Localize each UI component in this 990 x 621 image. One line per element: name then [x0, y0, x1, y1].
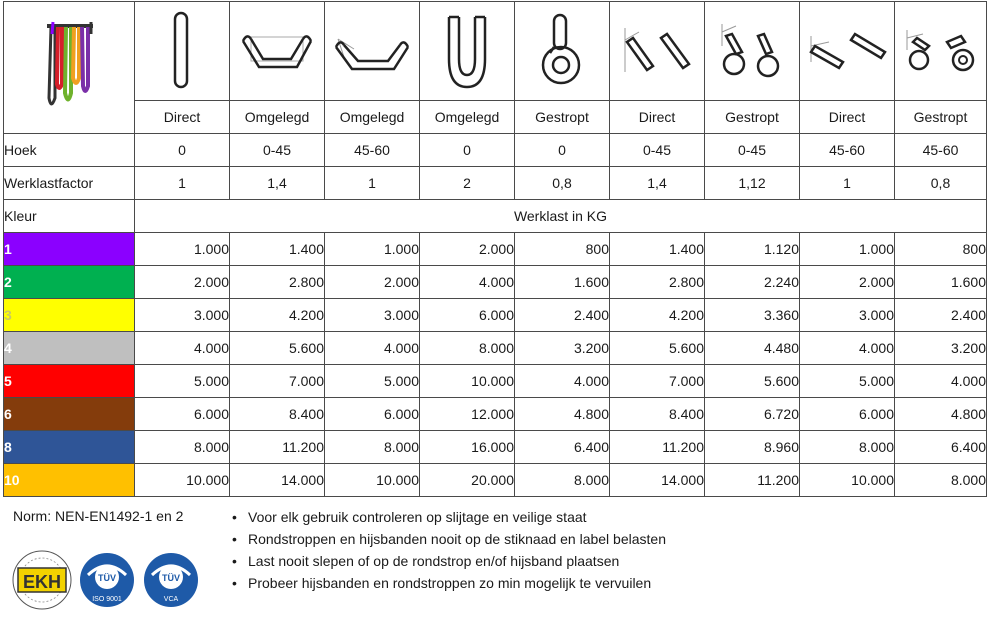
load-value-cell: 4.000 — [515, 365, 610, 398]
note-item: • Rondstroppen en hijsbanden nooit op de stiknaad en label belasten — [232, 529, 666, 551]
load-rows — [4, 233, 987, 497]
factor-cell: 1 — [325, 167, 420, 200]
load-value-cell: 14.000 — [610, 464, 705, 497]
usage-notes — [232, 507, 666, 595]
tuv-logo-text: TÜV — [98, 573, 116, 583]
load-value-cell: 8.400 — [230, 398, 325, 431]
angle-cell: 45-60 — [895, 134, 987, 167]
load-value-cell: 10.000 — [420, 365, 515, 398]
icon-cell-5 — [515, 2, 610, 101]
load-value-cell: 7.000 — [230, 365, 325, 398]
load-value-cell: 11.200 — [610, 431, 705, 464]
angle-cell: 45-60 — [325, 134, 420, 167]
icon-cell-1 — [135, 2, 230, 101]
load-value-cell: 6.720 — [705, 398, 800, 431]
load-value-cell: 4.000 — [420, 266, 515, 299]
load-value-cell: 3.000 — [325, 299, 420, 332]
load-value-cell: 12.000 — [420, 398, 515, 431]
tuv-logo-text: TÜV — [162, 573, 180, 583]
load-value-cell: 5.000 — [800, 365, 895, 398]
load-value-cell: 8.000 — [895, 464, 987, 497]
load-value-cell: 6.400 — [895, 431, 987, 464]
icon-cell-9 — [895, 2, 987, 101]
load-value-cell: 4.800 — [895, 398, 987, 431]
ekh-logo-icon — [12, 546, 72, 614]
factor-label: Werklastfactor — [4, 167, 135, 200]
iso-logo-text: ISO 9001 — [92, 596, 122, 603]
factor-cell: 1,4 — [230, 167, 325, 200]
two-leg-choked-wide-icon — [899, 16, 983, 86]
load-row — [4, 398, 987, 431]
load-row — [4, 365, 987, 398]
load-value-cell: 800 — [895, 233, 987, 266]
load-value-cell: 11.200 — [230, 431, 325, 464]
factor-cell: 0,8 — [895, 167, 987, 200]
icon-cell-2 — [230, 2, 325, 101]
load-value-cell: 10.000 — [800, 464, 895, 497]
load-value-cell: 4.000 — [800, 332, 895, 365]
load-value-cell: 1.400 — [230, 233, 325, 266]
two-leg-choked-icon — [712, 16, 792, 86]
load-row — [4, 464, 987, 497]
mode-cell: Gestropt — [895, 101, 987, 134]
load-value-cell: 6.400 — [515, 431, 610, 464]
angle-cell: 0-45 — [610, 134, 705, 167]
load-value-cell: 4.200 — [610, 299, 705, 332]
load-value-cell: 8.000 — [420, 332, 515, 365]
load-value-cell: 5.000 — [135, 365, 230, 398]
load-value-cell: 4.000 — [325, 332, 420, 365]
load-value-cell: 3.200 — [895, 332, 987, 365]
factor-row — [4, 167, 987, 200]
load-value-cell: 800 — [515, 233, 610, 266]
color-header-row — [4, 200, 987, 233]
load-value-cell: 3.000 — [800, 299, 895, 332]
load-row — [4, 431, 987, 464]
load-value-cell: 5.600 — [230, 332, 325, 365]
load-value-cell: 2.400 — [895, 299, 987, 332]
basket-sling-icon — [237, 21, 317, 81]
load-value-cell: 4.480 — [705, 332, 800, 365]
sling-photo-cell — [4, 2, 135, 134]
load-value-cell: 5.600 — [610, 332, 705, 365]
load-value-cell: 4.000 — [895, 365, 987, 398]
two-leg-direct-wide-icon — [805, 16, 889, 86]
load-value-cell: 2.400 — [515, 299, 610, 332]
load-value-cell: 7.000 — [610, 365, 705, 398]
note-item: • Last nooit slepen of op de rondstrop en/of hijsband plaatsen — [232, 551, 666, 573]
icon-cell-4 — [420, 2, 515, 101]
load-value-cell: 1.600 — [895, 266, 987, 299]
color-swatch-cell: 5 — [4, 365, 135, 398]
two-leg-direct-icon — [617, 16, 697, 86]
mode-cell: Gestropt — [705, 101, 800, 134]
load-value-cell: 1.120 — [705, 233, 800, 266]
angle-cell: 0-45 — [705, 134, 800, 167]
load-value-cell: 5.000 — [325, 365, 420, 398]
load-value-cell: 4.800 — [515, 398, 610, 431]
icon-cell-8 — [800, 2, 895, 101]
color-label: Kleur — [4, 200, 135, 233]
load-value-cell: 2.000 — [135, 266, 230, 299]
mode-row — [4, 101, 987, 134]
factor-cell: 2 — [420, 167, 515, 200]
load-value-cell: 8.400 — [610, 398, 705, 431]
load-value-cell: 8.000 — [515, 464, 610, 497]
load-value-cell: 14.000 — [230, 464, 325, 497]
load-value-cell: 8.960 — [705, 431, 800, 464]
factor-cell: 1 — [800, 167, 895, 200]
choke-hitch-icon — [532, 9, 592, 93]
load-value-cell: 1.000 — [325, 233, 420, 266]
angle-cell: 0 — [420, 134, 515, 167]
load-row — [4, 233, 987, 266]
icon-cell-7 — [705, 2, 800, 101]
load-value-cell: 10.000 — [135, 464, 230, 497]
load-value-cell: 2.000 — [420, 233, 515, 266]
factor-cell: 1 — [135, 167, 230, 200]
angle-cell: 0 — [135, 134, 230, 167]
u-basket-icon — [437, 9, 497, 93]
certification-logos — [12, 546, 200, 614]
color-swatch-cell: 4 — [4, 332, 135, 365]
mode-cell: Omgelegd — [230, 101, 325, 134]
load-value-cell: 3.360 — [705, 299, 800, 332]
load-value-cell: 8.000 — [135, 431, 230, 464]
load-row — [4, 299, 987, 332]
load-value-cell: 6.000 — [420, 299, 515, 332]
load-value-cell: 2.800 — [230, 266, 325, 299]
ekh-logo-text: EKH — [22, 572, 62, 592]
color-swatch-cell: 3 — [4, 299, 135, 332]
mode-cell: Direct — [800, 101, 895, 134]
vertical-loop-icon — [162, 9, 202, 93]
angle-row — [4, 134, 987, 167]
working-load-header: Werklast in KG — [135, 200, 987, 233]
note-item: • Voor elk gebruik controleren op slijtage en veilige staat — [232, 507, 666, 529]
load-value-cell: 5.600 — [705, 365, 800, 398]
angle-cell: 0 — [515, 134, 610, 167]
icon-row — [4, 2, 987, 101]
icon-cell-3 — [325, 2, 420, 101]
load-value-cell: 3.200 — [515, 332, 610, 365]
load-value-cell: 2.000 — [325, 266, 420, 299]
load-value-cell: 1.000 — [800, 233, 895, 266]
tuv-iso-logo-icon — [78, 551, 136, 609]
angle-label: Hoek — [4, 134, 135, 167]
load-value-cell: 16.000 — [420, 431, 515, 464]
mode-cell: Omgelegd — [420, 101, 515, 134]
load-value-cell: 4.000 — [135, 332, 230, 365]
color-swatch-cell: 2 — [4, 266, 135, 299]
norm-text: Norm: NEN-EN1492-1 en 2 — [13, 508, 184, 524]
note-item: • Probeer hijsbanden en rondstroppen zo min mogelijk te vervuilen — [232, 573, 666, 595]
angle-cell: 45-60 — [800, 134, 895, 167]
color-swatch-cell: 1 — [4, 233, 135, 266]
load-value-cell: 10.000 — [325, 464, 420, 497]
factor-cell: 0,8 — [515, 167, 610, 200]
load-value-cell: 6.000 — [135, 398, 230, 431]
load-value-cell: 8.000 — [800, 431, 895, 464]
load-value-cell: 11.200 — [705, 464, 800, 497]
mode-cell: Direct — [135, 101, 230, 134]
load-value-cell: 1.400 — [610, 233, 705, 266]
angle-cell: 0-45 — [230, 134, 325, 167]
load-value-cell: 6.000 — [325, 398, 420, 431]
load-value-cell: 6.000 — [800, 398, 895, 431]
color-swatch-cell: 10 — [4, 464, 135, 497]
basket-sling-wide-icon — [332, 21, 412, 81]
mode-cell: Omgelegd — [325, 101, 420, 134]
tuv-vca-logo-icon — [142, 551, 200, 609]
factor-cell: 1,4 — [610, 167, 705, 200]
load-value-cell: 2.800 — [610, 266, 705, 299]
mode-cell: Direct — [610, 101, 705, 134]
load-value-cell: 2.240 — [705, 266, 800, 299]
icon-cell-6 — [610, 2, 705, 101]
load-value-cell: 8.000 — [325, 431, 420, 464]
load-value-cell: 4.200 — [230, 299, 325, 332]
color-swatch-cell: 8 — [4, 431, 135, 464]
load-row — [4, 266, 987, 299]
working-load-table — [3, 1, 987, 497]
load-value-cell: 20.000 — [420, 464, 515, 497]
color-swatch-cell: 6 — [4, 398, 135, 431]
load-value-cell: 2.000 — [800, 266, 895, 299]
load-value-cell: 1.000 — [135, 233, 230, 266]
load-value-cell: 3.000 — [135, 299, 230, 332]
factor-cell: 1,12 — [705, 167, 800, 200]
load-value-cell: 1.600 — [515, 266, 610, 299]
vca-logo-text: VCA — [163, 596, 179, 603]
mode-cell: Gestropt — [515, 101, 610, 134]
load-row — [4, 332, 987, 365]
slings-photo-icon — [33, 18, 105, 118]
